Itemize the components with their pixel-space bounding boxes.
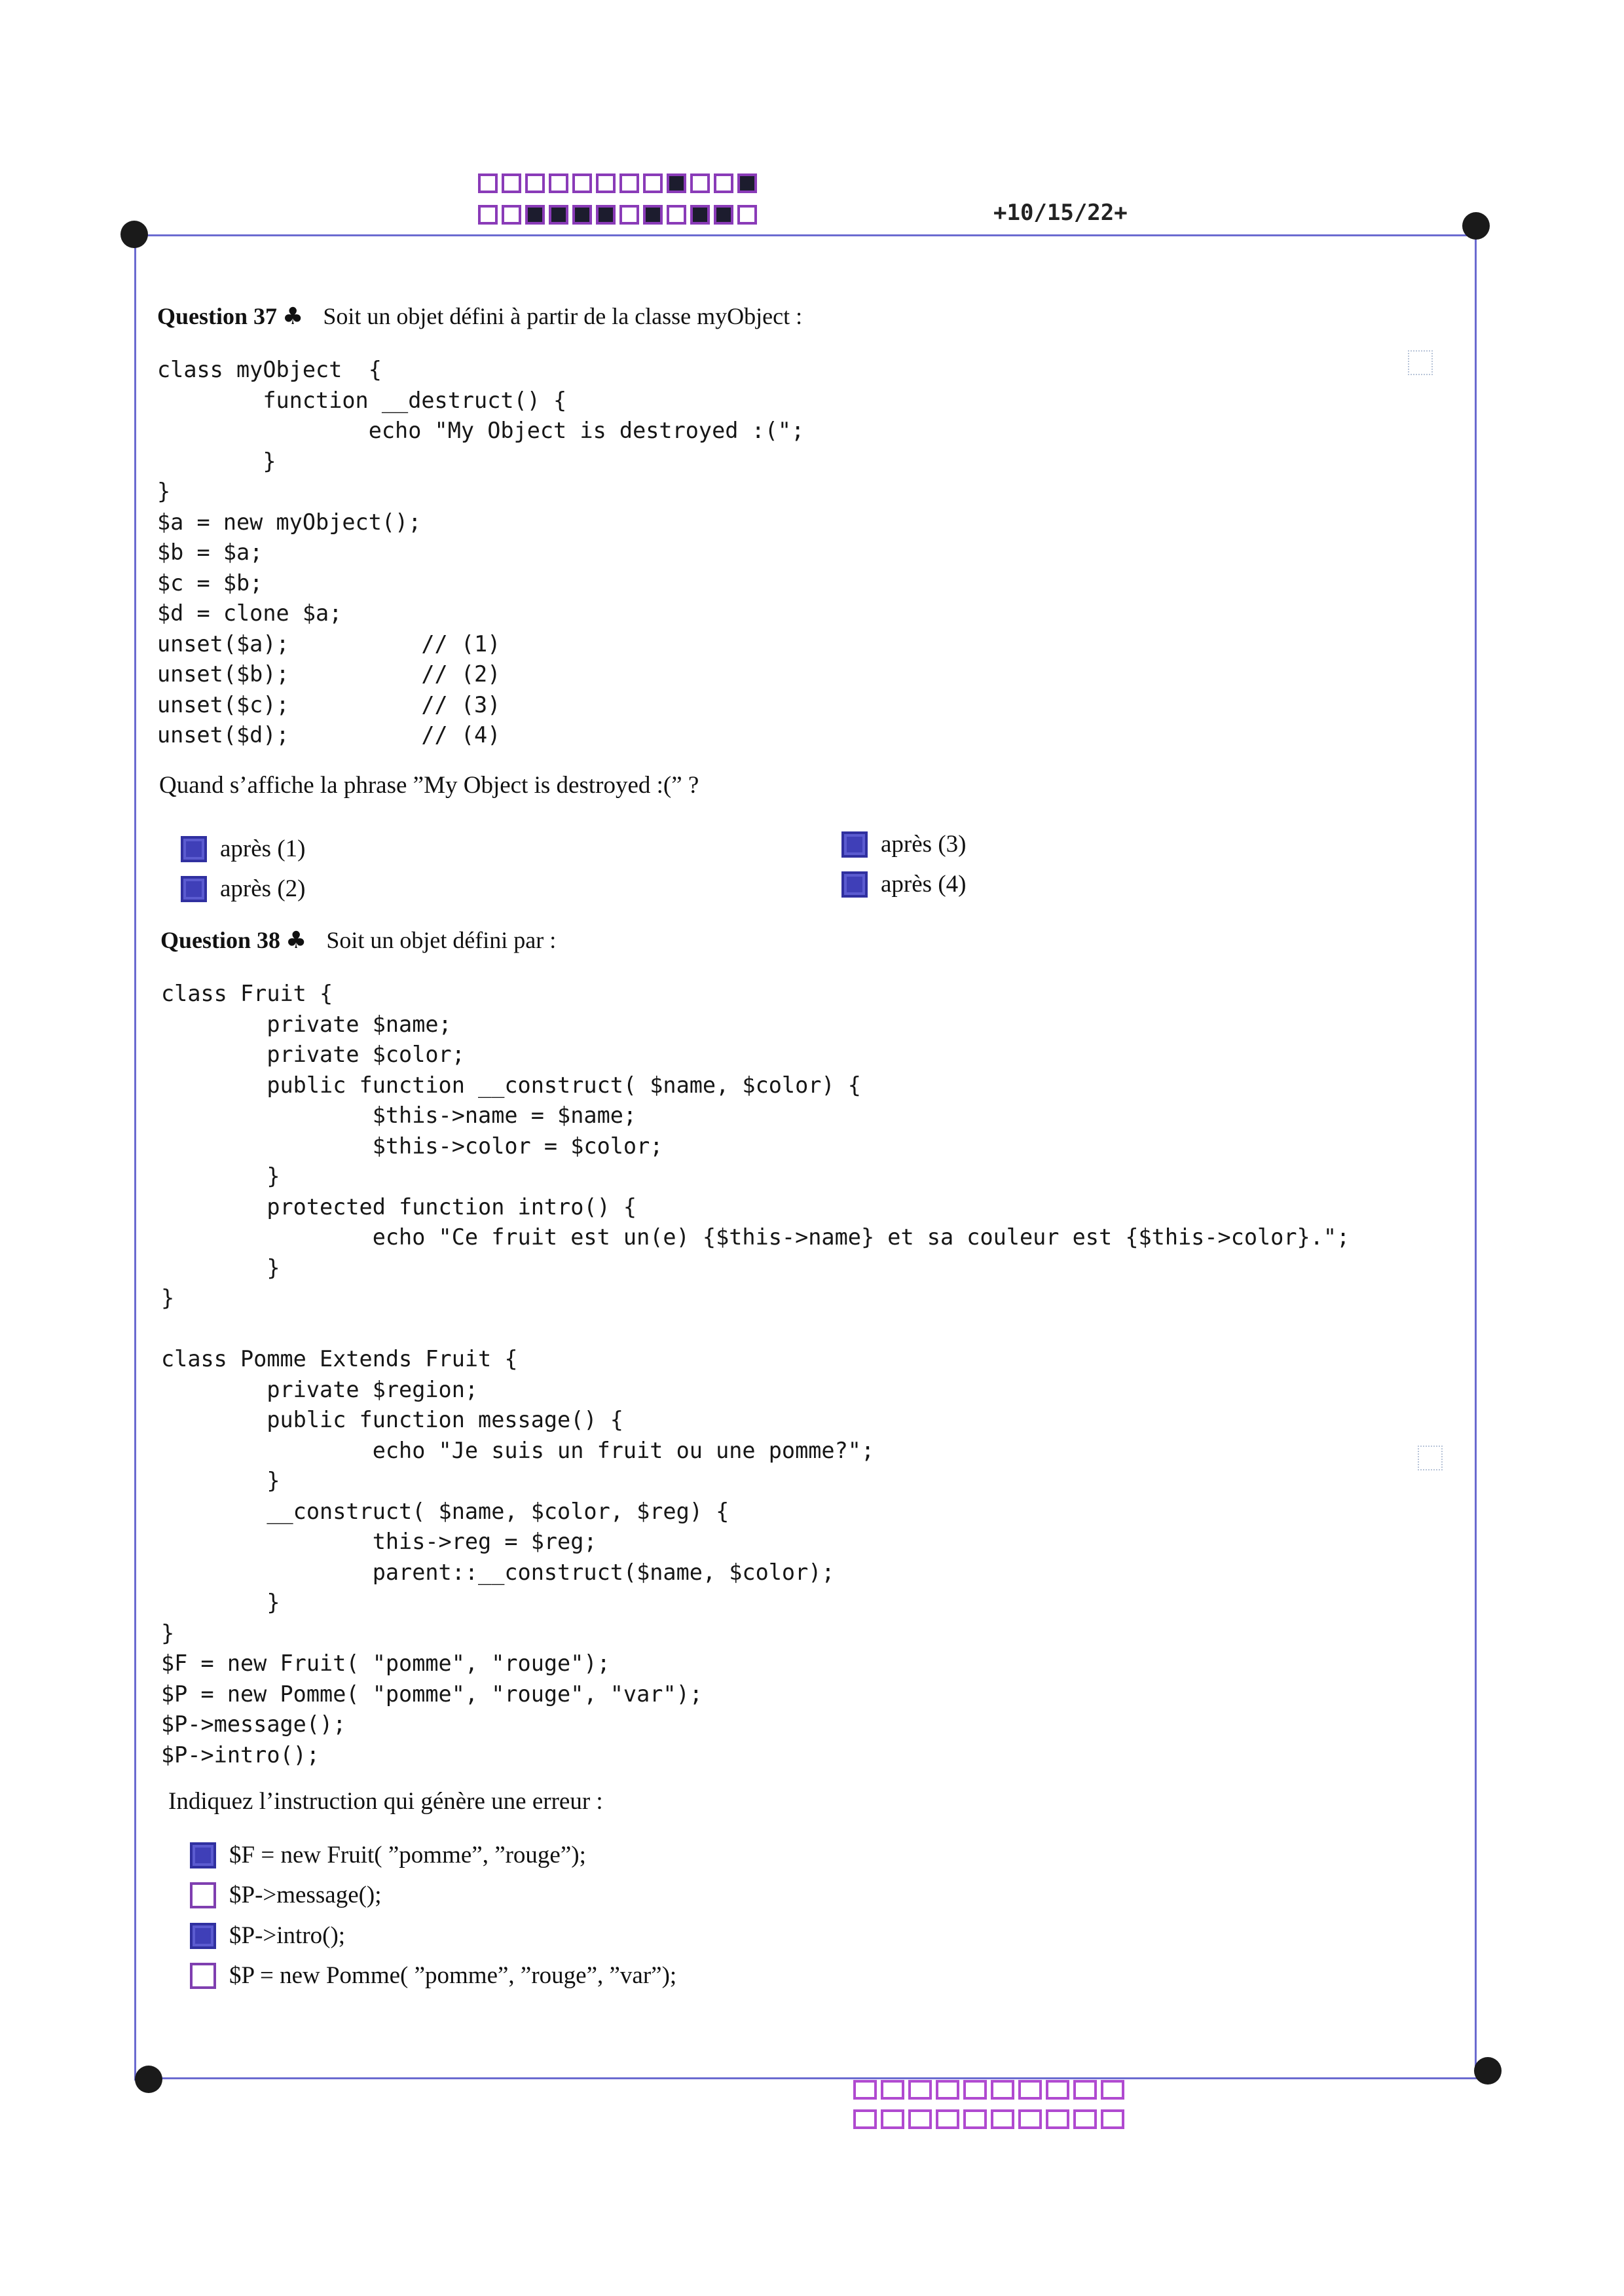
id-box bbox=[619, 205, 639, 225]
page-code: +10/15/22+ bbox=[993, 200, 1128, 226]
q38-title: Question 38 bbox=[160, 927, 281, 953]
id-box bbox=[881, 2109, 904, 2129]
checkbox-checked[interactable] bbox=[190, 1923, 216, 1949]
id-box bbox=[1046, 2080, 1069, 2100]
q37-option-2[interactable] bbox=[181, 875, 305, 903]
q37-header bbox=[157, 302, 802, 330]
corner-mark-bottom-left bbox=[135, 2066, 162, 2093]
id-box bbox=[478, 205, 498, 225]
id-box-filled bbox=[714, 205, 733, 225]
q38-statement: Soit un objet défini par : bbox=[326, 927, 557, 953]
frame-left-line bbox=[134, 234, 136, 2081]
checkbox-unchecked[interactable] bbox=[190, 1882, 216, 1908]
id-box bbox=[1046, 2109, 1069, 2129]
id-box bbox=[572, 173, 592, 193]
id-box-filled bbox=[690, 205, 710, 225]
id-box-filled bbox=[596, 205, 616, 225]
id-box bbox=[1073, 2109, 1097, 2129]
id-box bbox=[502, 205, 521, 225]
club-icon: ♣ bbox=[286, 927, 307, 954]
q38-prompt: Indiquez l’instruction qui génère une erreur : bbox=[168, 1788, 603, 1815]
top-id-grid-row-2 bbox=[478, 205, 757, 225]
checkbox-checked[interactable] bbox=[841, 871, 868, 898]
checkbox-checked[interactable] bbox=[841, 831, 868, 858]
bottom-id-grid-row-2 bbox=[853, 2109, 1124, 2129]
id-box-filled bbox=[667, 173, 686, 193]
id-box bbox=[936, 2080, 959, 2100]
q38-code-block: class Fruit { private $name; private $color; public function __construct( $name, $color) { $this->name = $name; $this->color = $color; } protected function intro() { echo "Ce fruit est un(e) {$this->name} et sa couleur est {$this->color}."; } } class Pomme Extends Fruit { private $region; public function message() { echo "Je suis un fruit ou une pomme?"; } __construct( $name, $color, $reg) { this->reg = $reg; parent::__construct($name, $color); } } $F = new Fruit( "pomme", "rouge"); $P = new Pomme( "pomme", "rouge", "var"); $P->message(); $P->intro(); bbox=[161, 981, 1350, 1768]
id-box bbox=[525, 173, 545, 193]
id-box-filled bbox=[549, 205, 568, 225]
checkbox-checked[interactable] bbox=[190, 1842, 216, 1868]
id-box bbox=[853, 2080, 877, 2100]
q38-option-4[interactable] bbox=[190, 1961, 676, 1990]
q37-option-3-label: après (3) bbox=[881, 831, 967, 858]
id-box bbox=[1018, 2109, 1042, 2129]
id-box bbox=[1101, 2109, 1124, 2129]
id-box-filled bbox=[572, 205, 592, 225]
top-id-grid-row-1 bbox=[478, 173, 757, 193]
bottom-id-grid-row-1 bbox=[853, 2080, 1124, 2100]
corner-mark-top-left bbox=[120, 221, 148, 248]
q37-prompt: Quand s’affiche la phrase ”My Object is destroyed :(” ? bbox=[159, 772, 699, 799]
frame-bottom-line bbox=[147, 2077, 1488, 2079]
id-box bbox=[881, 2080, 904, 2100]
q38-option-2[interactable] bbox=[190, 1881, 382, 1909]
id-box bbox=[853, 2109, 877, 2129]
corner-mark-bottom-right bbox=[1474, 2057, 1502, 2085]
checkbox-unchecked[interactable] bbox=[190, 1963, 216, 1989]
q37-code-block: class myObject { function __destruct() { echo "My Object is destroyed :("; } } $a = new myObject(); $b = $a; $c = $b; $d = clone $a; unset($a); // (1) unset($b); // (2) unset($c); // (3) unset($d); // (4) bbox=[157, 357, 805, 748]
q38-option-3[interactable] bbox=[190, 1922, 345, 1950]
frame-top-line bbox=[134, 234, 1475, 236]
checkbox-checked[interactable] bbox=[181, 876, 207, 902]
id-box bbox=[596, 173, 616, 193]
id-box bbox=[908, 2109, 932, 2129]
frame-right-line bbox=[1475, 226, 1477, 2072]
id-box bbox=[936, 2109, 959, 2129]
id-box bbox=[502, 173, 521, 193]
checkbox-checked[interactable] bbox=[181, 836, 207, 862]
q37-title: Question 37 bbox=[157, 303, 278, 329]
id-box bbox=[1018, 2080, 1042, 2100]
id-box-filled bbox=[643, 205, 663, 225]
q38-header bbox=[160, 926, 556, 954]
q38-option-4-label: $P = new Pomme( ”pomme”, ”rouge”, ”var”); bbox=[229, 1962, 677, 1989]
id-box bbox=[643, 173, 663, 193]
q37-option-4-label: après (4) bbox=[881, 871, 967, 898]
scan-artifact bbox=[1418, 1446, 1443, 1470]
q37-option-1[interactable] bbox=[181, 835, 305, 863]
id-box bbox=[1073, 2080, 1097, 2100]
q37-option-4[interactable] bbox=[841, 870, 966, 898]
id-box bbox=[714, 173, 733, 193]
id-box bbox=[1101, 2080, 1124, 2100]
id-box bbox=[908, 2080, 932, 2100]
id-box-filled bbox=[525, 205, 545, 225]
q38-option-1-label: $F = new Fruit( ”pomme”, ”rouge”); bbox=[229, 1842, 586, 1868]
id-box bbox=[991, 2080, 1014, 2100]
q37-option-3[interactable] bbox=[841, 830, 966, 858]
id-box bbox=[991, 2109, 1014, 2129]
q38-option-1[interactable] bbox=[190, 1841, 586, 1869]
id-box bbox=[963, 2080, 987, 2100]
id-box bbox=[619, 173, 639, 193]
corner-mark-top-right bbox=[1462, 212, 1490, 240]
scan-artifact bbox=[1408, 350, 1433, 375]
id-box bbox=[963, 2109, 987, 2129]
q38-option-3-label: $P->intro(); bbox=[229, 1922, 346, 1949]
id-box bbox=[690, 173, 710, 193]
id-box bbox=[549, 173, 568, 193]
id-box bbox=[478, 173, 498, 193]
q37-option-1-label: après (1) bbox=[220, 835, 306, 862]
q38-option-2-label: $P->message(); bbox=[229, 1882, 382, 1908]
q37-statement: Soit un objet défini à partir de la classe myObject : bbox=[323, 303, 803, 329]
id-box bbox=[667, 205, 686, 225]
club-icon: ♣ bbox=[282, 303, 304, 330]
id-box-filled bbox=[737, 173, 757, 193]
id-box bbox=[737, 205, 757, 225]
q37-option-2-label: après (2) bbox=[220, 875, 306, 902]
